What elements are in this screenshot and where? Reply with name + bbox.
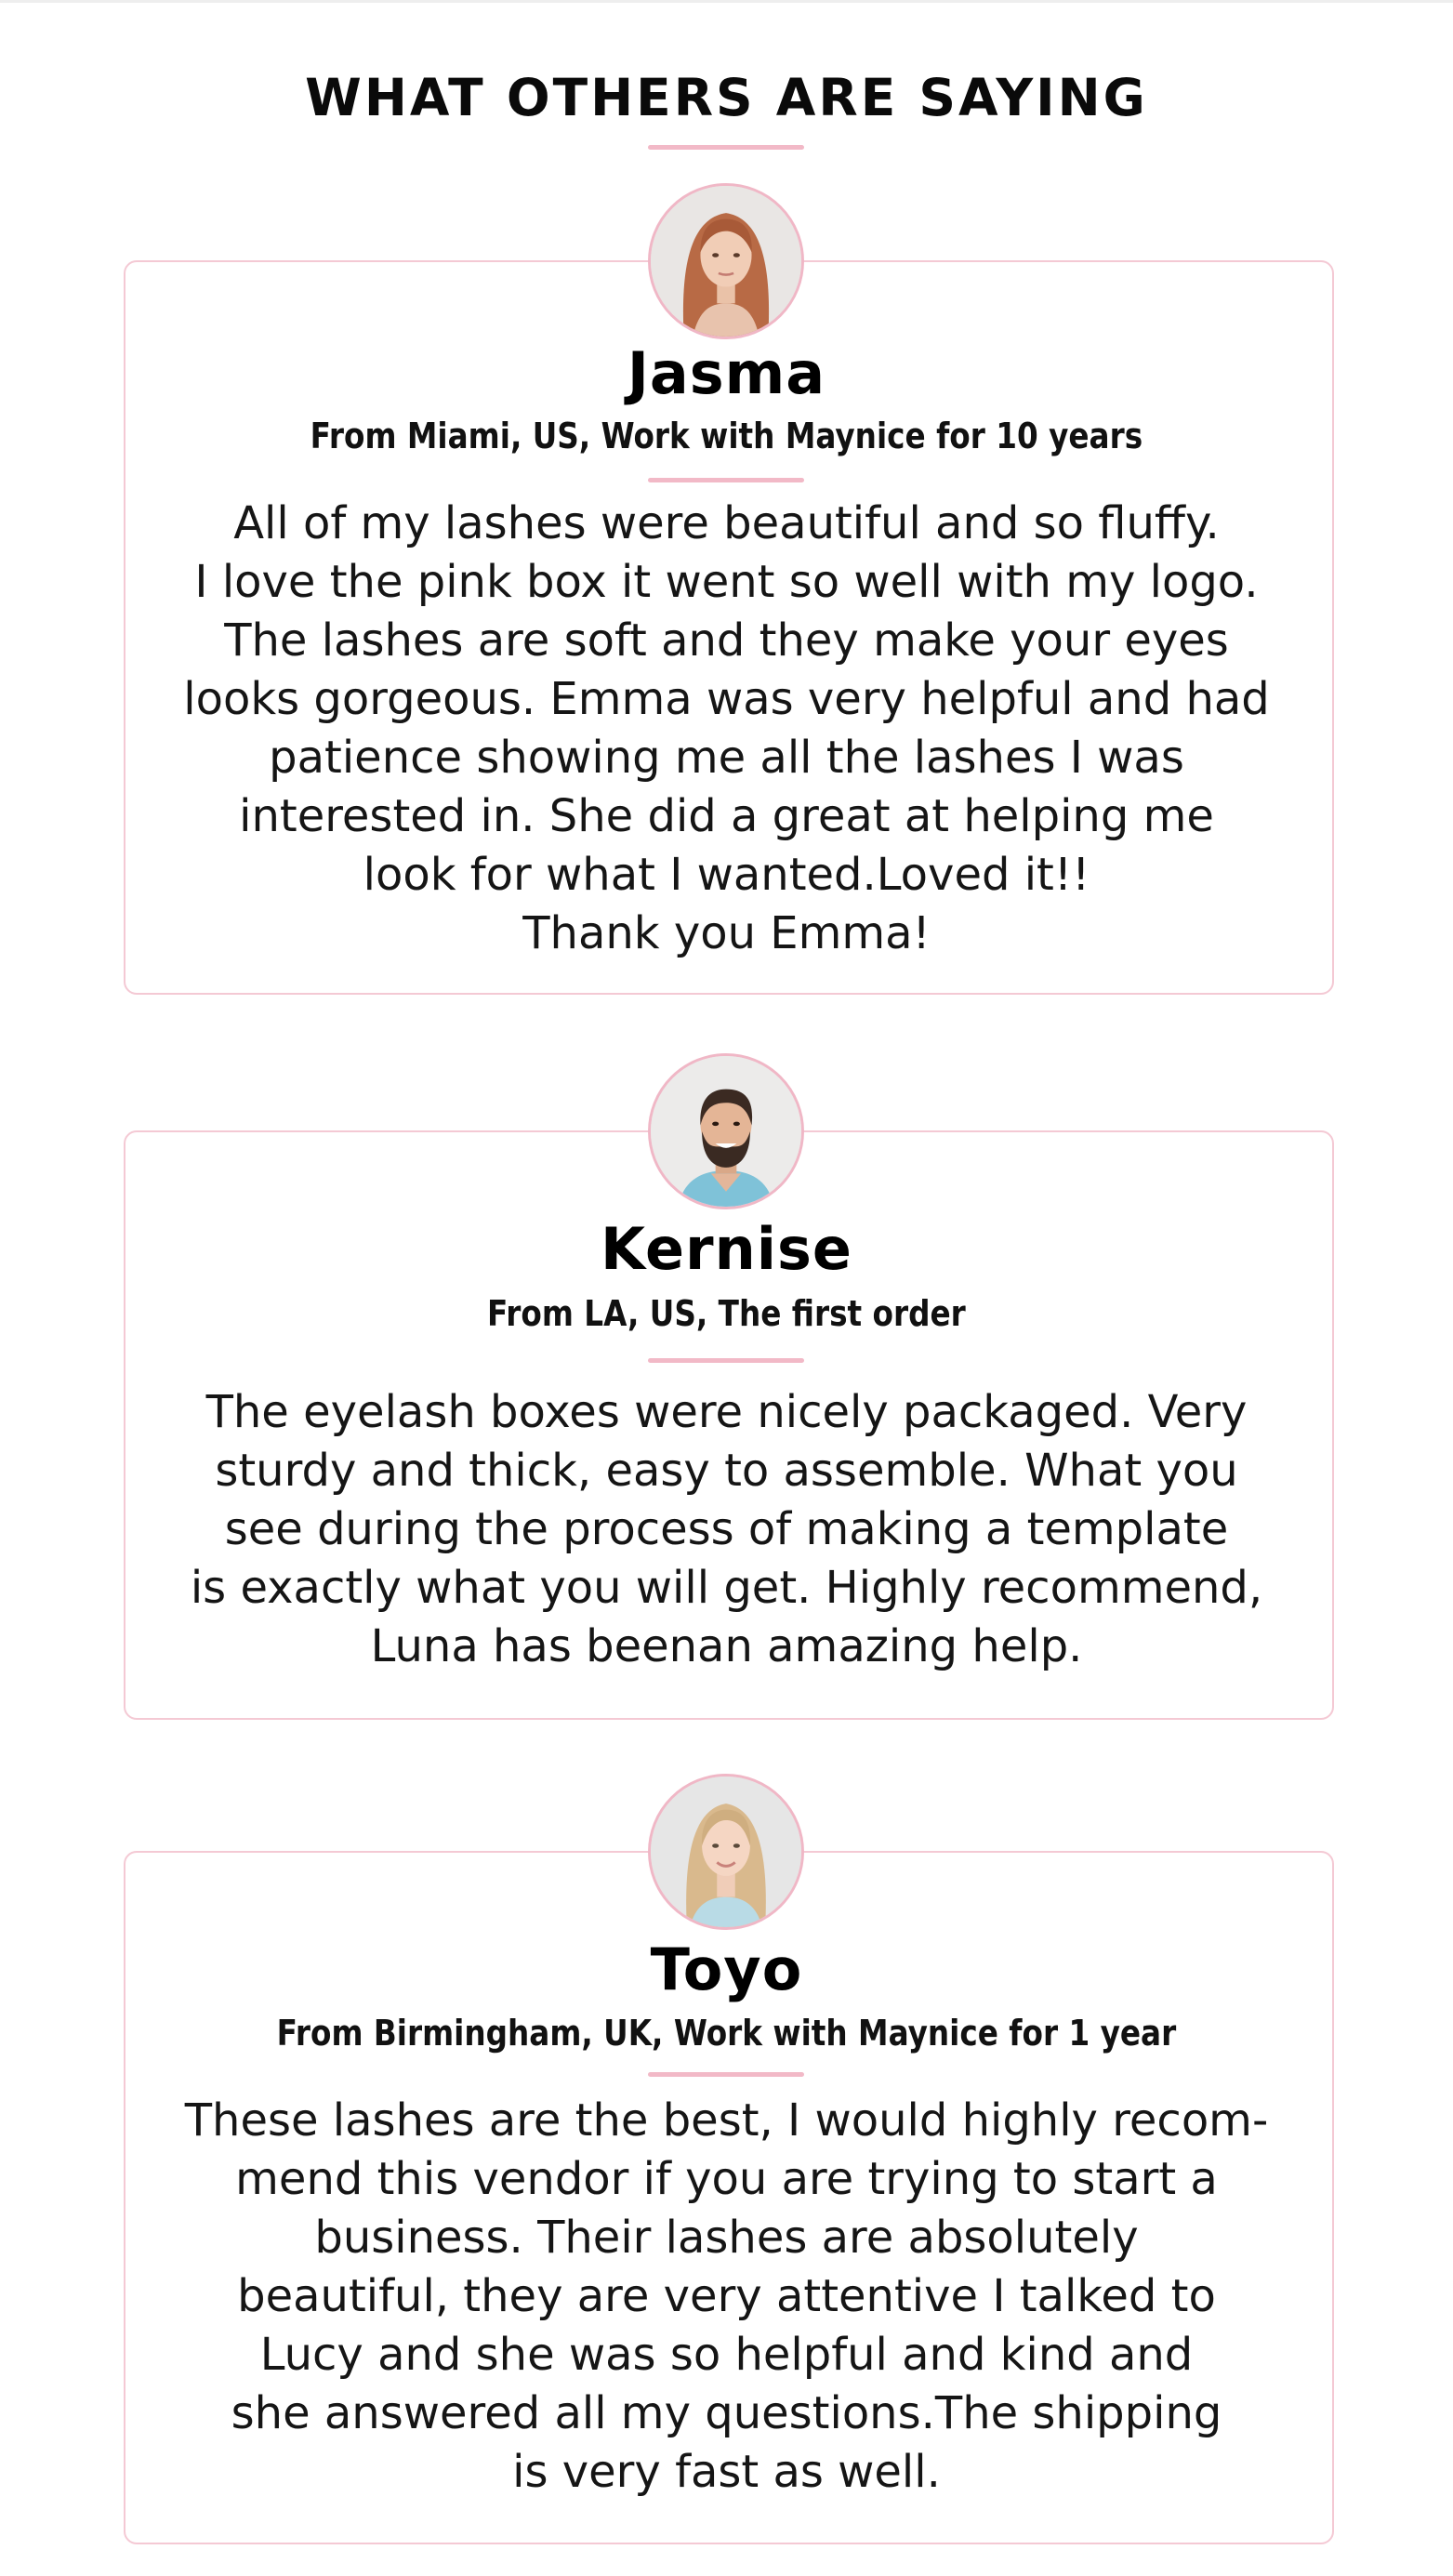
review-line: interested in. She did a great at helping me [239,790,1214,842]
review-line: patience showing me all the lashes I was [269,732,1184,784]
review-line: is very fast as well. [512,2446,941,2498]
reviewer-subtitle: From LA, US, The first order [487,1293,966,1334]
review-line: beautiful, they are very attentive I talked to [237,2270,1216,2322]
review-line: is exactly what you will get. Highly recommend, [190,1562,1263,1614]
reviewer-subtitle: From Birmingham, UK, Work with Maynice for 1 year [276,2013,1177,2054]
review-line: The eyelash boxes were nicely packaged. Very [205,1386,1248,1438]
review-line: she answered all my questions.The shipping [231,2387,1222,2439]
review-text [0,1383,1453,1676]
review-line: see during the process of making a template [224,1503,1229,1555]
reviewer-name: Jasma [627,339,826,407]
woman-portrait-icon [651,186,801,337]
review-line: mend this vendor if you are trying to start a [235,2153,1218,2205]
review-line: looks gorgeous. Emma was very helpful and had [183,673,1270,725]
review-line: Lucy and she was so helpful and kind and [259,2329,1194,2381]
man-portrait-icon [651,1056,801,1207]
avatar-jasma [648,183,804,339]
woman-portrait-icon [651,1777,801,1927]
reviewer-name: Toyo [650,1935,803,2003]
review-line: Luna has beenan amazing help. [370,1620,1083,1672]
name-accent-line [648,2072,804,2077]
review-line: These lashes are the best, I would highly recom- [184,2094,1269,2147]
top-divider [0,0,1453,3]
avatar-toyo [648,1774,804,1930]
reviewer-subtitle: From Miami, US, Work with Maynice for 10 years [310,416,1143,456]
review-line: business. Their lashes are absolutely [314,2212,1139,2264]
name-accent-line [648,478,804,482]
review-line: look for what I wanted.Loved it!! [363,849,1090,901]
avatar-kernise [648,1053,804,1209]
review-text [0,2092,1453,2502]
title-accent-line [648,145,804,150]
name-accent-line [648,1358,804,1363]
review-line: Thank you Emma! [522,907,931,959]
review-line: All of my lashes were beautiful and so fluffy. [233,497,1220,549]
section-title: WHAT OTHERS ARE SAYING [305,68,1148,127]
review-line: I love the pink box it went so well with my logo. [194,556,1259,608]
review-text [0,495,1453,963]
review-line: The lashes are soft and they make your eyes [224,614,1229,667]
reviewer-name: Kernise [601,1215,852,1283]
review-line: sturdy and thick, easy to assemble. What you [215,1445,1238,1497]
